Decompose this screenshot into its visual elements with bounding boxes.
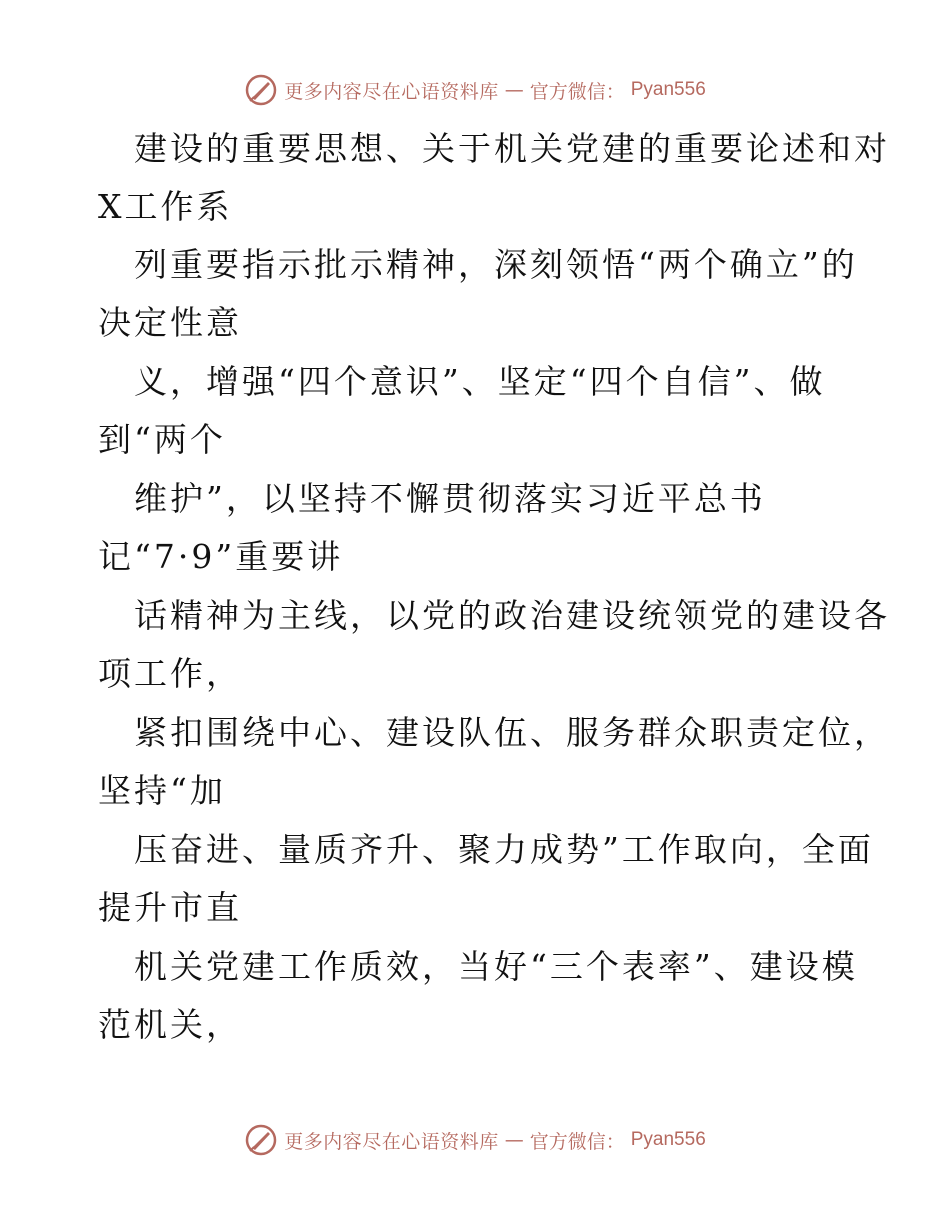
body-line: 范机关， — [98, 1005, 242, 1044]
quill-logo-icon — [244, 1123, 278, 1157]
header-banner — [0, 70, 950, 110]
quill-logo-icon — [244, 73, 278, 107]
footer-wechat-id: Pyan556 — [630, 1129, 706, 1150]
body-line: X工作系 — [98, 187, 233, 226]
body-line: 项工作， — [98, 654, 242, 693]
body-line: 坚持“加 — [98, 771, 226, 810]
body-line: 列重要指示批示精神，深刻领悟“两个确立”的 — [134, 245, 858, 284]
body-line: 提升市直 — [98, 888, 242, 927]
header-wechat-id: Pyan556 — [630, 79, 706, 100]
header-wechat-label: 官方微信： — [529, 80, 625, 103]
header-dash: — — [504, 79, 524, 101]
body-line: 机关党建工作质效，当好“三个表率”、建设模 — [134, 947, 858, 986]
body-line: 决定性意 — [98, 303, 242, 342]
body-line: 义，增强“四个意识”、坚定“四个自信”、做 — [134, 362, 826, 401]
body-line: 话精神为主线，以党的政治建设统领党的建设各 — [134, 596, 890, 635]
header-site-text: 更多内容尽在心语资料库 — [284, 80, 499, 103]
footer-banner — [0, 1120, 950, 1160]
body-line: 建设的重要思想、关于机关党建的重要论述和对 — [134, 129, 890, 168]
body-line: 记“7·9”重要讲 — [98, 537, 344, 576]
footer-site-text: 更多内容尽在心语资料库 — [284, 1130, 499, 1153]
body-line: 压奋进、量质齐升、聚力成势”工作取向，全面 — [134, 830, 874, 869]
footer-wechat-label: 官方微信： — [529, 1130, 625, 1153]
body-line: 紧扣围绕中心、建设队伍、服务群众职责定位， — [134, 713, 890, 752]
footer-dash: — — [504, 1129, 524, 1151]
body-line: 维护”，以坚持不懈贯彻落实习近平总书 — [134, 479, 766, 518]
body-line: 到“两个 — [98, 420, 226, 459]
